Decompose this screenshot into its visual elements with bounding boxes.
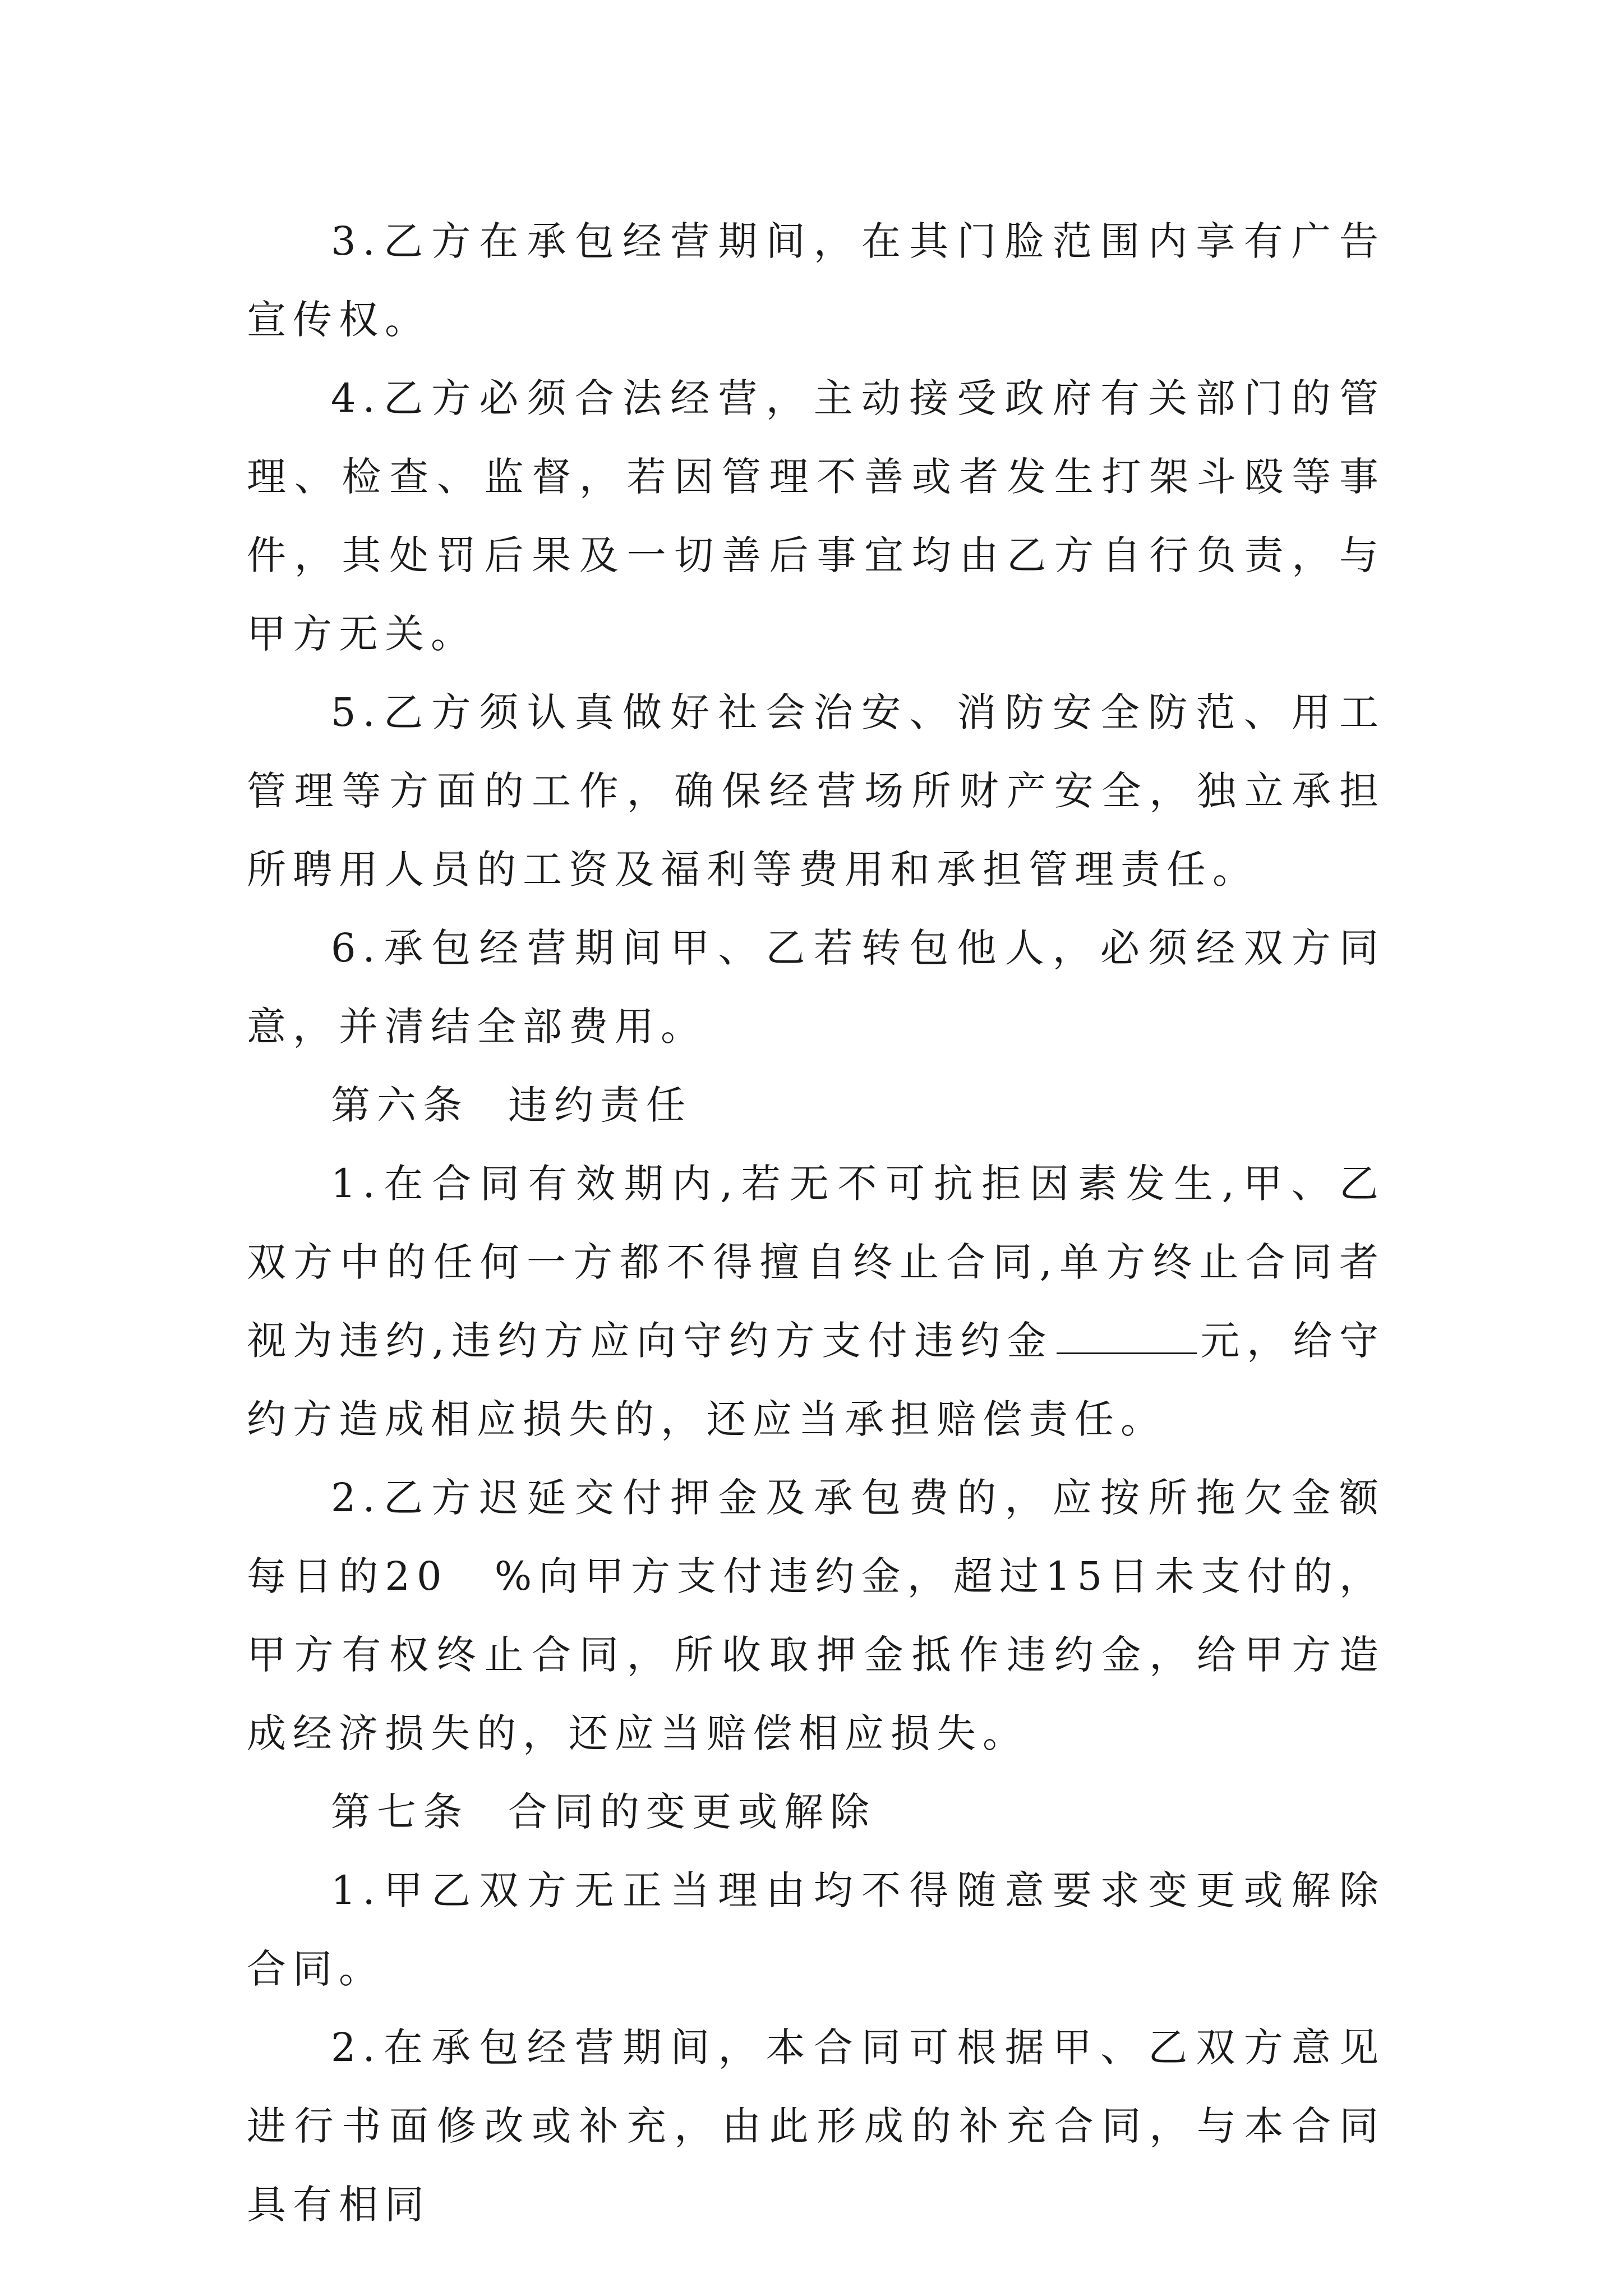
clause-6-paragraph: 6.承包经营期间甲、乙若转包他人，必须经双方同意，并清结全部费用。 xyxy=(247,925,1385,1050)
clause-3-paragraph: 3.乙方在承包经营期间，在其门脸范围内享有广告宣传权。 xyxy=(247,218,1385,343)
article-7-title: 合同的变更或解除 xyxy=(508,1789,876,1835)
article-6-title: 违约责任 xyxy=(508,1082,692,1128)
penalty-amount-blank xyxy=(1057,1319,1197,1354)
article-6-number: 第六条 xyxy=(331,1082,469,1128)
clause-4-paragraph: 4.乙方必须合法经营，主动接受政府有关部门的管理、检查、监督，若因管理不善或者发生打架斗殴等事件，其处罚后果及一切善后事宜均由乙方自行负责，与甲方无关。 xyxy=(247,375,1385,657)
document-body xyxy=(247,202,1385,2244)
article-7-heading xyxy=(247,1773,1385,1851)
article-6-item-2: 2.乙方迟延交付押金及承包费的，应按所拖欠金额每日的20 %向甲方支付违约金，超过15日未支付的，甲方有权终止合同，所收取押金抵作违约金，给甲方造成经济损失的，还应当赔偿相应损失。 xyxy=(247,1475,1385,1756)
article-7-item-1: 1.甲乙双方无正当理由均不得随意要求变更或解除合同。 xyxy=(247,1867,1385,1992)
clause-5-paragraph: 5.乙方须认真做好社会治安、消防安全防范、用工管理等方面的工作，确保经营场所财产安全，独立承担所聘用人员的工资及福利等费用和承担管理责任。 xyxy=(247,689,1385,892)
article-7-number: 第七条 xyxy=(331,1789,469,1835)
article-6-item-1-text: 1.在合同有效期内,若无不可抗拒因素发生,甲、乙双方中的任何一方都不得擅自终止合同,单方终止合同者视为违约,违约方应向守约方支付违约金 xyxy=(247,1161,1385,1364)
article-6-heading xyxy=(247,1066,1385,1144)
article-6-item-1 xyxy=(247,1144,1385,1458)
article-6-item-1-tail: 元，给守约方造成相应损失的，还应当承担赔偿责任。 xyxy=(247,1318,1386,1442)
article-7-item-2: 2.在承包经营期间，本合同可根据甲、乙双方意见进行书面修改或补充，由此形成的补充合同，与本合同具有相同 xyxy=(247,2024,1385,2228)
